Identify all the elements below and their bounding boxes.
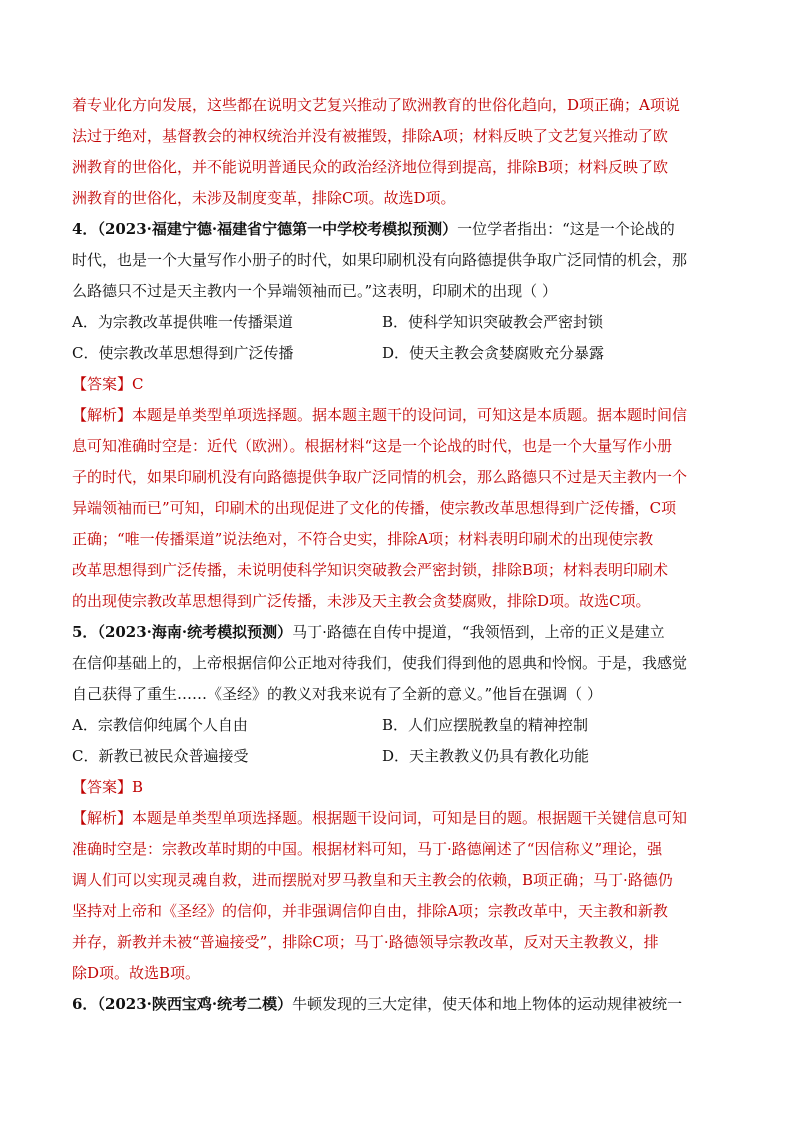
options-row [72, 338, 724, 369]
question-6 [72, 989, 724, 1020]
question-stem-line [72, 617, 724, 648]
analysis-line [72, 803, 724, 834]
question-source: （2023·陕西宝鸡·统考二模） [97, 995, 293, 1013]
options-row [72, 307, 724, 338]
question-number: 4． [72, 220, 98, 238]
option-c: C．新教已被民众普遍接受 [72, 747, 249, 765]
question-source: （2023·海南·统考模拟预测） [97, 623, 293, 641]
analysis-line: 正确；“唯一传播渠道”说法绝对，不符合史实，排除A项；材料表明印刷术的出现使宗教 [72, 530, 654, 548]
analysis-text: 本题是单类型单项选择题。据本题主题干的设问词，可知这是本质题。据本题时间信 [132, 406, 688, 424]
question-stem-line: 么路德只不过是天主教内一个异端领袖而已。”这表明，印刷术的出现（ ） [72, 282, 557, 300]
answer-line [72, 369, 724, 400]
question-stem-text: 一位学者指出：“这是一个论战的 [457, 220, 675, 238]
analysis-line: 并存，新教并未被“普遍接受”，排除C项；马丁·路德领导宗教改革，反对天主教教义，排 [72, 933, 659, 951]
answer-label: 【答案】 [72, 375, 133, 393]
analysis-line: 异端领袖而已”可知，印刷术的出现促进了文化的传播，使宗教改革思想得到广泛传播，C项 [72, 499, 677, 517]
analysis-line [72, 400, 724, 431]
question-stem-text: 牛顿发现的三大定律，使天体和地上物体的运动规律被统一 [292, 995, 683, 1013]
text-line: 法过于绝对，基督教会的神权统治并没有被摧毁，排除A项；材料反映了文艺复兴推动了欧 [72, 127, 668, 145]
analysis-line: 除D项。故选B项。 [72, 964, 201, 982]
analysis-text: 本题是单类型单项选择题。根据题干设问词，可知是目的题。根据题干关键信息可知 [132, 809, 688, 827]
question-stem-line [72, 214, 724, 245]
option-a: A．宗教信仰纯属个人自由 [72, 716, 248, 734]
analysis-line: 子的时代，如果印刷机没有向路德提供争取广泛同情的机会，那么路德只不过是天主教内一个 [72, 468, 688, 486]
answer-value: C [132, 375, 144, 393]
text-line: 洲教育的世俗化，并不能说明普通民众的政治经济地位得到提高，排除B项；材料反映了欧 [72, 158, 669, 176]
analysis-line: 改革思想得到广泛传播，未说明使科学知识突破教会严密封锁，排除B项；材料表明印刷术 [72, 561, 669, 579]
question-5 [72, 617, 724, 989]
analysis-line: 坚持对上帝和《圣经》的信仰，并非强调信仰自由，排除A项；宗教改革中，天主教和新教 [72, 902, 668, 920]
analysis-line: 的出现使宗教改革思想得到广泛传播，未涉及天主教会贪婪腐败，排除D项。故选C项。 [72, 592, 651, 610]
question-number: 5． [72, 623, 98, 641]
analysis-label: 【解析】 [72, 809, 133, 827]
option-d: D．天主教教义仍具有教化功能 [382, 747, 590, 765]
question-4 [72, 214, 724, 617]
option-d: D．使天主教会贪婪腐败充分暴露 [382, 344, 605, 362]
question-stem-text: 马丁·路德在自传中提道，“我领悟到，上帝的正义是建立 [292, 623, 665, 641]
question-stem-line: 时代，也是一个大量写作小册子的时代，如果印刷机没有向路德提供争取广泛同情的机会，那 [72, 251, 688, 269]
question-stem-line: 在信仰基础上的，上帝根据信仰公正地对待我们，使我们得到他的恩典和怜悯。于是，我感觉 [72, 654, 688, 672]
option-b: B．使科学知识突破教会严密封锁 [382, 313, 604, 331]
analysis-label: 【解析】 [72, 406, 133, 424]
option-a: A．为宗教改革提供唯一传播渠道 [72, 313, 293, 331]
carryover-analysis [72, 90, 724, 214]
question-number: 6． [72, 995, 98, 1013]
option-c: C．使宗教改革思想得到广泛传播 [72, 344, 294, 362]
option-b: B．人们应摆脱教皇的精神控制 [382, 716, 589, 734]
options-row [72, 710, 724, 741]
question-stem-line [72, 989, 724, 1020]
answer-value: B [132, 778, 144, 796]
options-row [72, 741, 724, 772]
text-line: 洲教育的世俗化，未涉及制度变革，排除C项。故选D项。 [72, 189, 456, 207]
answer-line [72, 772, 724, 803]
analysis-line: 调人们可以实现灵魂自救，进而摆脱对罗马教皇和天主教会的依赖，B项正确；马丁·路德仍 [72, 871, 673, 889]
document-page [72, 90, 724, 1020]
answer-label: 【答案】 [72, 778, 133, 796]
question-source: （2023·福建宁德·福建省宁德第一中学校考模拟预测） [97, 220, 458, 238]
question-stem-line: 自己获得了重生……《圣经》的教义对我来说有了全新的意义。”他旨在强调（ ） [72, 685, 602, 703]
text-line: 着专业化方向发展，这些都在说明文艺复兴推动了欧洲教育的世俗化趋向，D项正确；A项说 [72, 96, 680, 114]
analysis-line: 息可知准确时空是：近代（欧洲）。根据材料“这是一个论战的时代，也是一个大量写作小册 [72, 437, 673, 455]
analysis-line: 准确时空是：宗教改革时期的中国。根据材料可知，马丁·路德阐述了“因信称义”理论，强 [72, 840, 663, 858]
